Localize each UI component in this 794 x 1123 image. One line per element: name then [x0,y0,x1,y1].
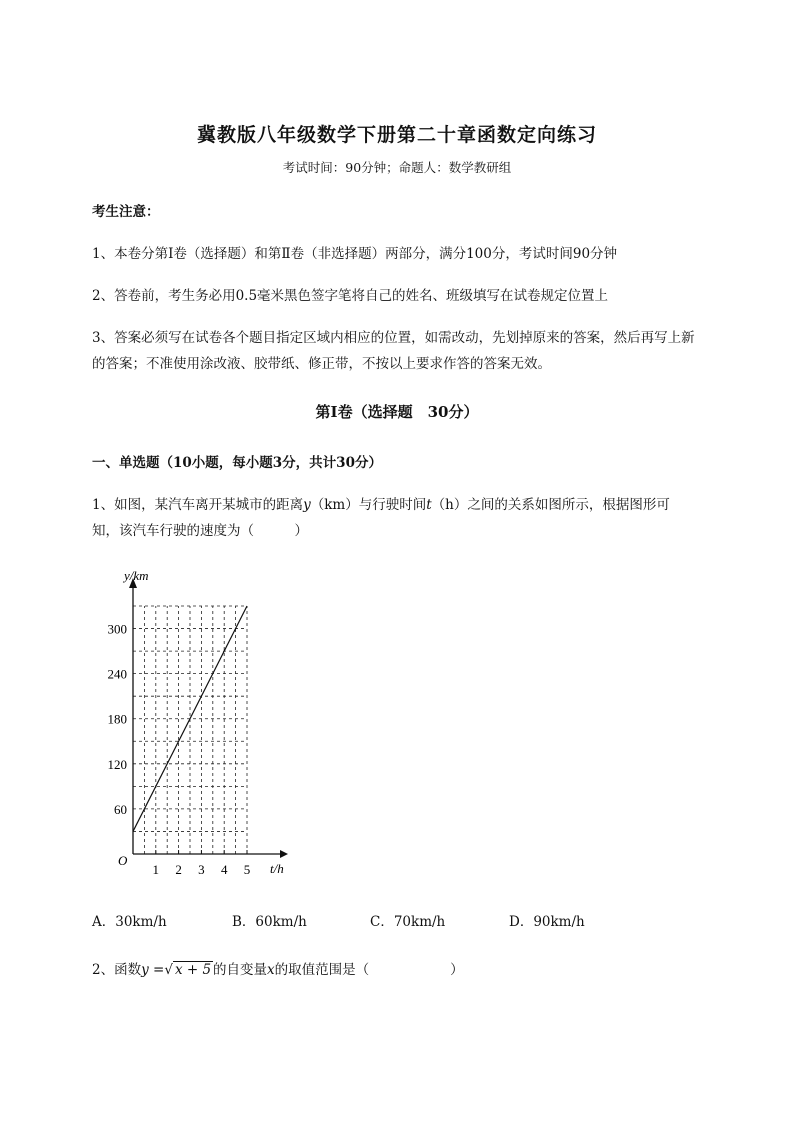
variable-x: x [267,962,275,978]
question-2 [92,958,464,978]
section-title: 第Ⅰ卷（选择题 30分） [315,403,479,421]
x-axis-label: t/h [270,861,284,876]
question-2-middle: 的自变量 [213,962,268,978]
y-tick-label: 240 [107,666,127,682]
chart-axes [129,578,288,858]
formula-lhs: y = [141,962,165,978]
y-axis-label: y/km [124,568,149,583]
question-2-prefix: 2、函数 [92,962,142,978]
chart-grid [133,606,247,854]
x-axis-arrow [280,850,288,858]
question-1-text-c: （h）之间的关系如图所示，根据图形可 [431,497,670,513]
note-item-1: 1、本卷分第Ⅰ卷（选择题）和第Ⅱ卷（非选择题）两部分，满分100分，考试时间90分钟 [92,246,618,262]
origin-label: O [118,853,128,868]
question-1-text-a: 1、如图，某汽车离开某城市的距离 [92,497,304,513]
y-tick-label: 120 [107,756,127,772]
distance-time-chart [90,560,310,890]
option-a[interactable]: A．30km/h [92,914,167,930]
page-title: 冀教版八年级数学下册第二十章函数定向练习 [196,124,597,146]
y-tick-label: 60 [114,801,127,817]
x-tick-label: 3 [198,862,205,877]
note-item-3: 3、答案必须写在试卷各个题目指定区域内相应的位置，如需改动，先划掉原来的答案，然后再写上新 [92,330,695,346]
formula-radicand: x + 5 [174,962,212,978]
option-c[interactable]: C．70km/h [370,914,446,930]
question-1-line-2: 知，该汽车行驶的速度为（ ） [92,523,308,539]
exam-info: 考试时间：90分钟；命题人：数学教研组 [282,160,512,175]
question-1-line-1 [92,493,670,513]
option-b[interactable]: B．60km/h [232,914,307,930]
option-d[interactable]: D．90km/h [509,914,585,930]
y-tick-label: 300 [107,621,127,637]
variable-y: y [303,497,311,513]
note-item-2: 2、答卷前，考生务必用0.5毫米黑色签字笔将自己的姓名、班级填写在试卷规定位置上 [92,288,609,304]
x-tick-label: 4 [220,862,228,877]
y-tick-label: 180 [107,711,127,727]
question-1-text-b: （km）与行驶时间 [310,497,427,513]
variable-t: t [426,497,432,513]
x-tick-label: 1 [152,862,160,877]
sqrt-symbol: √ [164,962,173,978]
note-item-3-continued: 的答案；不准使用涂改液、胶带纸、修正带，不按以上要求作答的答案无效。 [92,356,551,372]
notes-heading: 考生注意： [92,204,160,220]
part-one-title: 一、单选题（10小题，每小题3分，共计30分） [92,455,382,471]
x-tick-label: 5 [243,862,251,877]
x-tick-label: 2 [175,862,182,877]
question-2-suffix: 的取值范围是（ ） [274,962,464,978]
